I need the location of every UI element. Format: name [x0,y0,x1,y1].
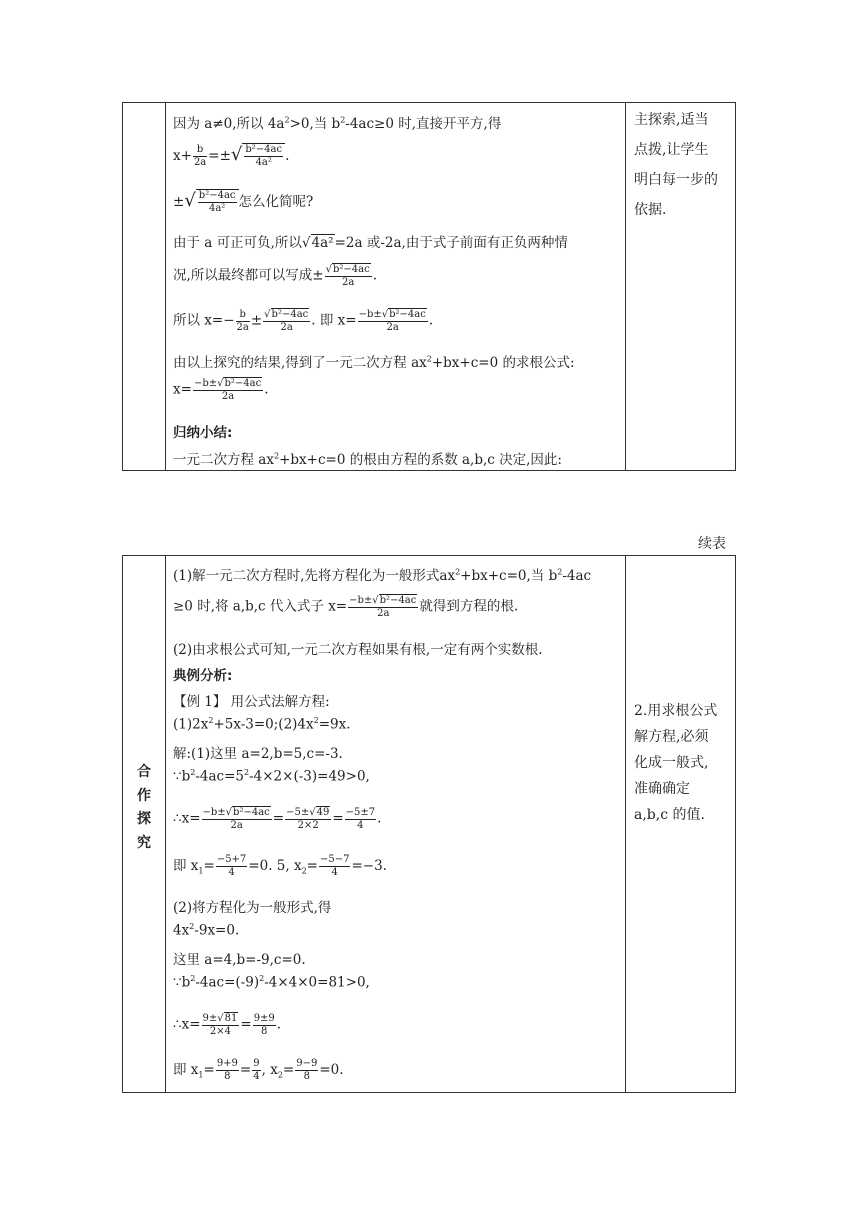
text-line: (2)由求根公式可知,一元二次方程如果有根,一定有两个实数根. [173,642,543,658]
note-line: 2.用求根公式 [634,703,718,719]
note-line: 解方程,必须 [634,729,709,745]
formula-line: 所以 x=− $\frac{b}{2a}$ ± $\frac{\text{√b²−4ac}}{2a}$ . 即 x= $\frac{\text{−b±√b²−4ac}}{2a}$ . [173,308,434,333]
text-line: 由以上探究的结果,得到了一元二次方程 $ax^2+bx+c=0$ 的求根公式: [173,354,575,371]
text-line: 因为 a≠0,所以 $4a^2>0$,当 $b^2-4ac\ge 0$ 时,直接开平方,得 [173,115,502,132]
note-line: 主探索,适当 [634,112,709,128]
label-column [123,103,166,470]
text-line: $\because b^2-4ac=5^2-4\times 2\times(-3)=49>0$, [173,768,370,785]
formula-line: ∴x= $\frac{9\pm√81}{2\times 4}$ = $\frac{9\pm 9}{8}$ . [173,1012,282,1037]
note-line: a,b,c 的值. [634,807,705,823]
text-line: (2)将方程化为一般形式,得 [173,900,332,916]
text-line: 一元二次方程 $ax^2+bx+c=0$ 的根由方程的系数 a,b,c 决定,因此: [173,451,562,468]
label-char: 合 [137,764,151,780]
label-char: 探 [137,811,151,827]
formula-line: x= $\frac{\text{−b±√b²−4ac}}{2a}$ . [173,378,269,402]
formula-line: 即 $x_1=$ $\frac{9+9}{8}$ = $\frac{9}{4}$ , $x_2=$ $\frac{9-9}{8}$ =0. [173,1058,344,1082]
example-heading: 典例分析: [173,668,233,684]
table-top [122,102,736,471]
formula-line: x+ $\frac{b}{2a}$ =±√ $\frac{\text{b²−4ac}}{\text{4a²}}$ . [173,144,290,168]
text-line: (1)解一元二次方程时,先将方程化为一般形式$ax^2+bx+c=0$,当 $b^2-4ac$ [173,567,592,584]
formula-line: 况,所以最终都可以写成± $\frac{\text{√b²−4ac}}{2a}$ . [173,264,377,288]
continued-label: 续表 [698,536,726,552]
note-column [626,103,735,470]
formula-line: ∴x= $\frac{\text{−b±√b²−4ac}}{2a}$ = $\frac{-5\pm√49}{2\times 2}$ = $\frac{-5\pm 7}{4}$ . [173,806,382,831]
label-column [123,556,166,1092]
formula-line: ±√ $\frac{\text{b²−4ac}}{\text{4a²}}$ 怎么化简呢? [173,190,314,214]
teaching-note [634,698,717,828]
note-column [626,556,735,1092]
text-line: 由于 a 可正可负,所以√4a²=2a 或-2a,由于式子前面有正负两种情 [173,235,568,251]
note-line: 明白每一步的 [634,172,718,188]
text-line: 【例 1】 用公式法解方程: [173,694,330,710]
summary-heading: 归纳小结: [173,425,233,441]
content-column [165,103,626,470]
text-line: 这里 a=4,b=-9,c=0. [173,952,306,968]
note-line: 化成一般式, [634,755,709,771]
content-column [165,556,626,1092]
text-line: $\because b^2-4ac=(-9)^2-4\times 4\times 0=81>0$, [173,974,370,991]
text-line: 解:(1)这里 a=2,b=5,c=-3. [173,746,343,762]
note-line: 依据. [634,202,667,218]
section-label [123,761,165,855]
text-line: $(1)2x^2+5x-3=0;(2)4x^2=9x$. [173,716,351,733]
label-char: 作 [137,787,151,804]
label-char: 究 [137,834,151,851]
table-bottom [122,555,736,1093]
formula-line: ≥0 时,将 a,b,c 代入式子 x= $\frac{\text{−b±√b²−4ac}}{2a}$ 就得到方程的根. [173,595,519,619]
formula-line: 即 $x_1=$ $\frac{-5+7}{4}$ =0. 5, $x_2=$ $\frac{-5-7}{4}$ =−3. [173,854,387,878]
teaching-note [634,105,718,225]
text-line: $4x^2-9x=0$. [173,922,240,939]
note-line: 点拨,让学生 [634,142,709,158]
note-line: 准确确定 [634,781,690,797]
